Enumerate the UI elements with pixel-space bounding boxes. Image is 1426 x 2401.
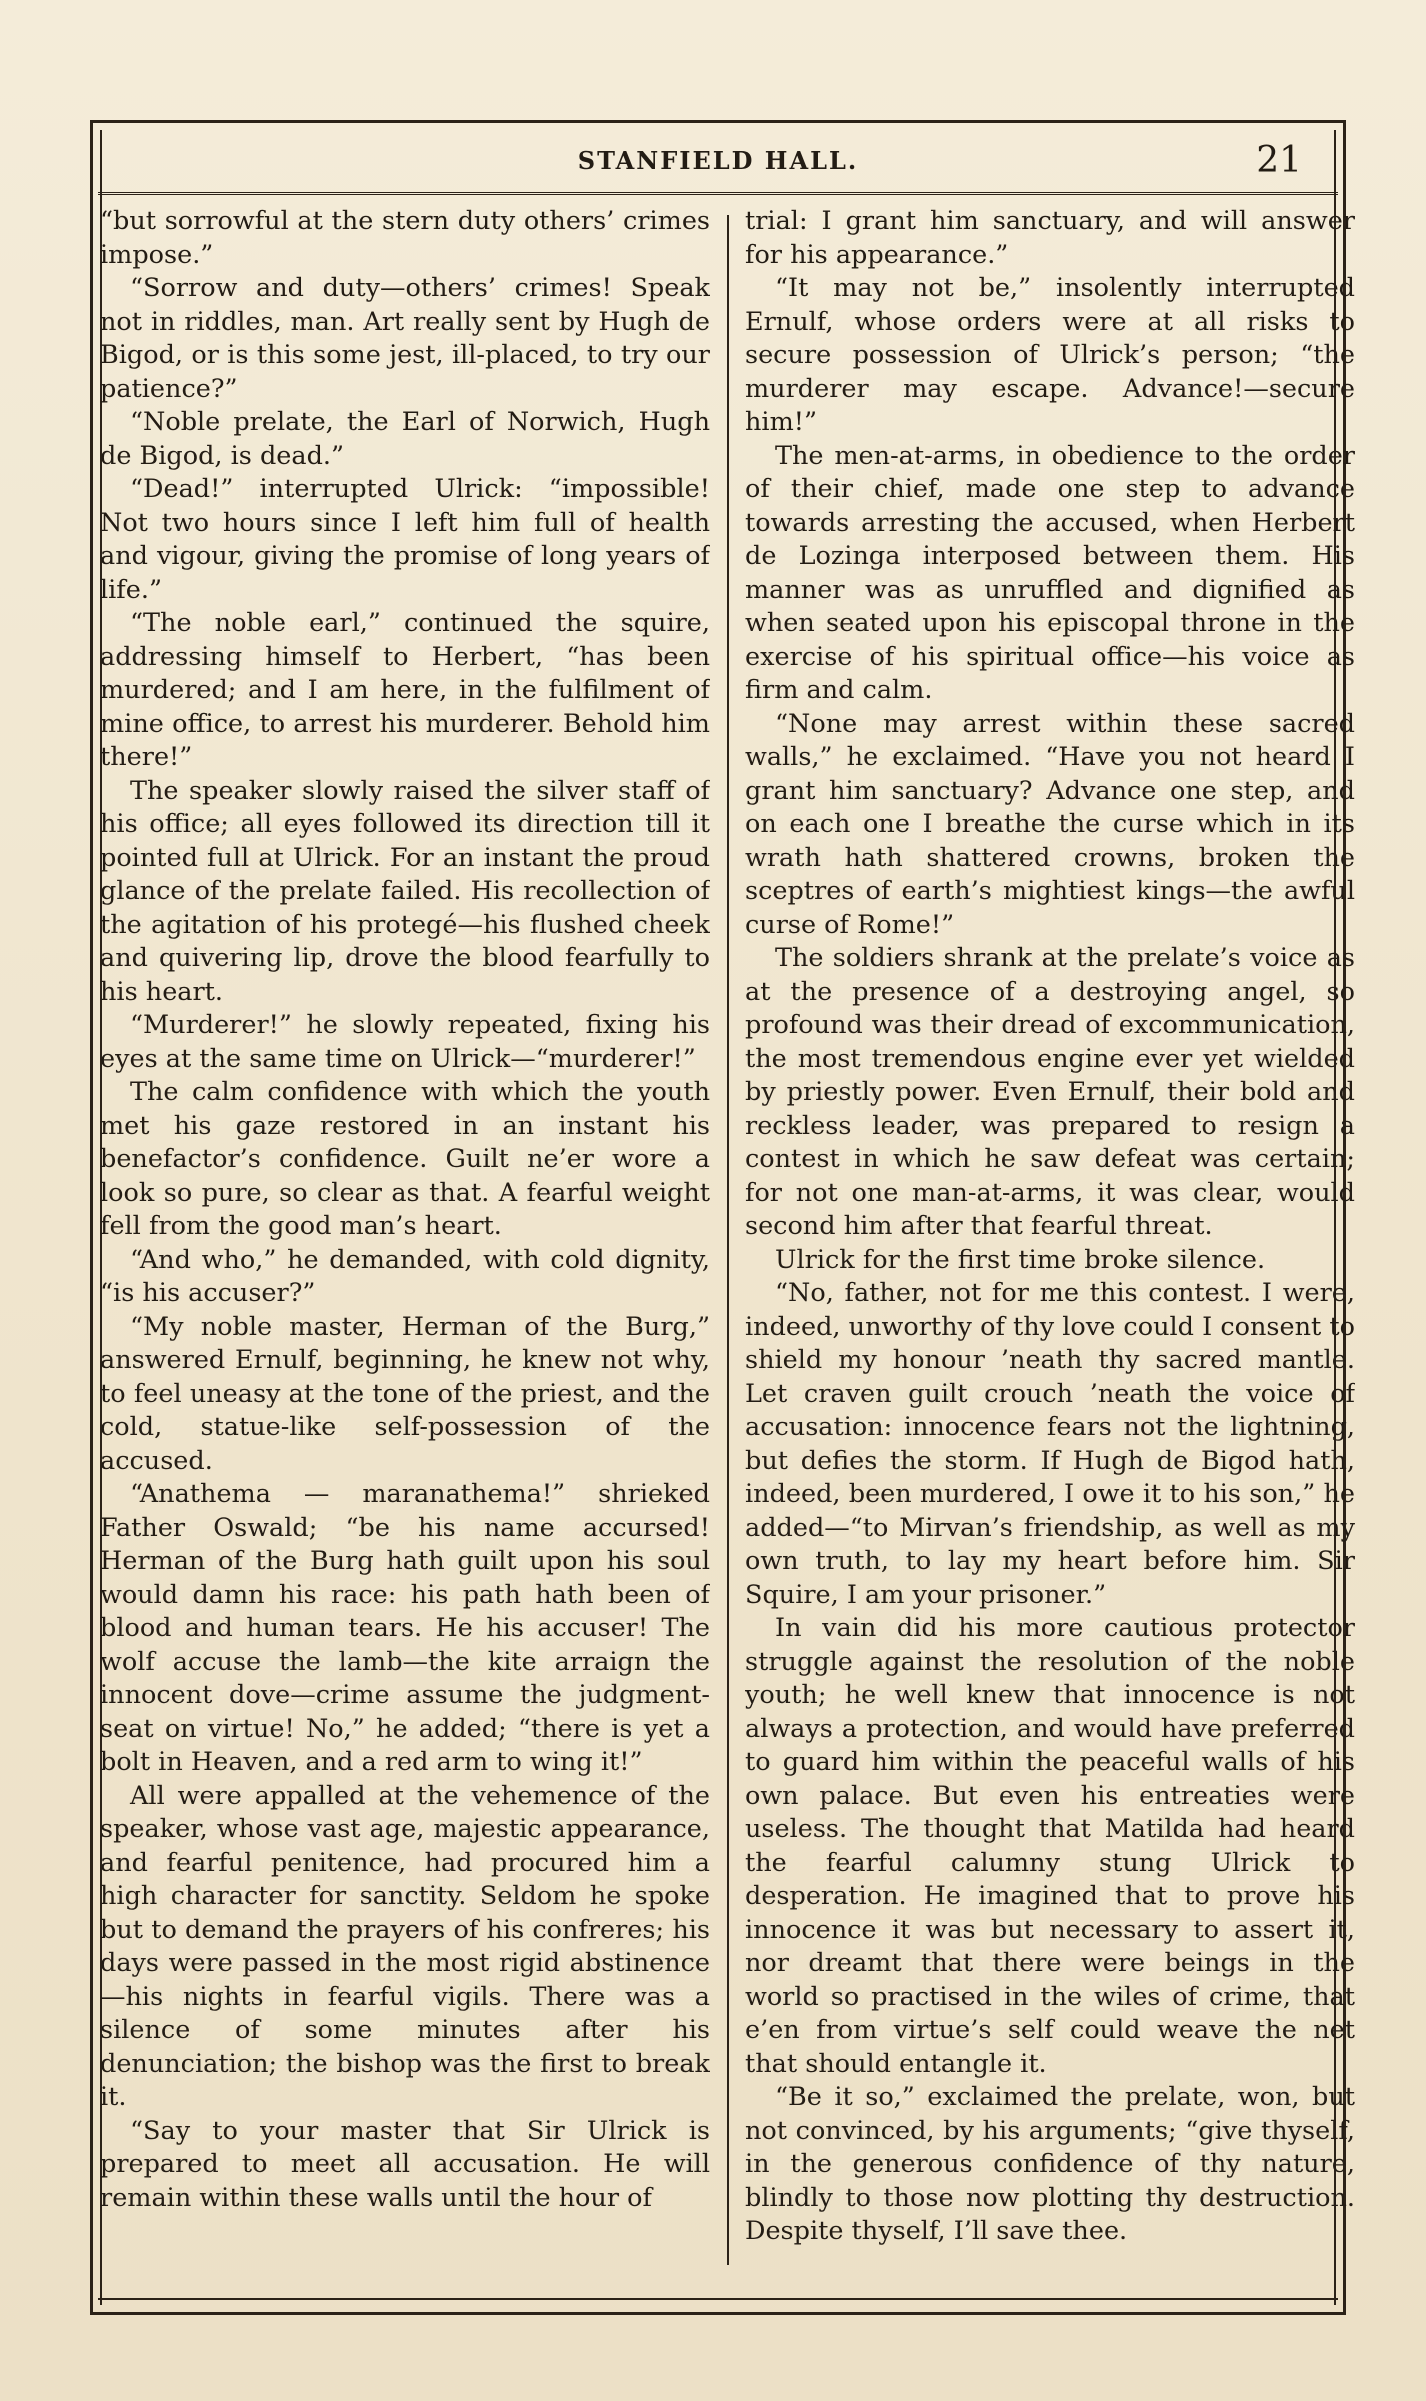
page-header [100, 140, 1336, 190]
paragraph: All were appalled at the vehemence of the speaker, whose vast age, majestic appearance, and fearful penitence, had procured him a high character for sanctity. Seldom he spoke but to demand the prayers of his confreres; his days were passed in the most rigid abstinence—his nights in fearful vigils. There was a silence of some minutes after his denunciation; the bishop was the first to break it. [100, 1780, 710, 2112]
paragraph: “The noble earl,” continued the squire, addressing himself to Herbert, “has been murdered; and I am here, in the fulfilment of mine office, to arrest his murderer. Behold him there!” [100, 608, 710, 772]
paragraph: “Be it so,” exclaimed the prelate, won, but not convinced, by his arguments; “give thyself, in the generous confidence of thy nature, blindly to those now plotting thy destruction. Despite thyself, I’ll save thee. [745, 2082, 1355, 2246]
paragraph: The calm confidence with which the youth met his gaze restored in an instant his benefactor’s confidence. Guilt ne’er wore a look so pure, so clear as that. A fearful weight fell from the good man’s heart. [100, 1077, 710, 1241]
paragraph: The men-at-arms, in obedience to the order of their chief, made one step to advance towards arresting the accused, when Herbert de Lozinga interposed between them. His manner was as unruffled and dignified as when seated upon his episcopal throne in the exercise of his spiritual office—his voice as firm and calm. [745, 440, 1355, 705]
paragraph: “And who,” he demanded, with cold dignity, “is his accuser?” [100, 1244, 710, 1308]
paragraph: “My noble master, Herman of the Burg,” answered Ernulf, beginning, he knew not why, to feel uneasy at the tone of the priest, and the cold, statue-like self-possession of the accused. [100, 1311, 710, 1476]
paragraph: The speaker slowly raised the silver staff of his office; all eyes followed its direction till it pointed full at Ulrick. For an instant the proud glance of the prelate failed. His recollection of the agitation of his protegé—his flushed cheek and quivering lip, drove the blood fearfully to his heart. [100, 775, 710, 1007]
paragraph: “It may not be,” insolently interrupted Ernulf, whose orders were at all risks to secure possession of Ulrick’s person; “the murderer may escape. Advance!—secure him!” [745, 273, 1355, 437]
paragraph: “No, father, not for me this contest. I were, indeed, unworthy of thy love could I consent to shield my honour ’neath thy sacred mantle. Let craven guilt crouch ’neath the voice of accusation: innocence fears not the lightning, but defies the storm. If Hugh de Bigod hath, indeed, been murdered, I owe it to his son,” he added—“to Mirvan’s friendship, as well as my own truth, to lay my heart before him. Sir Squire, I am your prisoner.” [745, 1278, 1355, 1610]
paragraph: “but sorrowful at the stern duty others’ crimes impose.” [100, 206, 710, 270]
column-divider [727, 215, 729, 2265]
paragraph: Ulrick for the first time broke silence. [775, 1244, 1266, 1275]
footer-rule [98, 2298, 1338, 2300]
paragraph: In vain did his more cautious protector struggle against the resolution of the noble youth; he well knew that innocence is not always a protection, and would have preferred to guard him within the peaceful walls of his own palace. But even his entreaties were useless. The thought that Matilda had heard the fearful calumny stung Ulrick to desperation. He imagined that to prove his innocence it was but necessary to assert it, nor dreamt that there were beings in the world so practised in the wiles of crime, that e’en from virtue’s self could weave the net that should entangle it. [745, 1613, 1355, 2079]
page-number: 21 [1256, 140, 1302, 181]
paragraph: “Say to your master that Sir Ulrick is prepared to meet all accusation. He will remain within these walls until the hour of [100, 2115, 710, 2213]
left-column [100, 205, 710, 2275]
paragraph: “Murderer!” he slowly repeated, fixing his eyes at the same time on Ulrick—“murderer!” [100, 1010, 710, 1074]
paragraph: “Anathema — maranathema!” shrieked Father Oswald; “be his name accursed! Herman of the Burg hath guilt upon his soul would damn his race: his path hath been of blood and human tears. He his accuser! The wolf accuse the lamb—the kite arraign the innocent dove—crime assume the judgment-seat on virtue! No,” he added; “there is yet a bolt in Heaven, and a red arm to wing it!” [100, 1479, 710, 1777]
running-title: STANFIELD HALL. [577, 146, 859, 175]
paragraph: “Dead!” interrupted Ulrick: “impossible! Not two hours since I left him full of health and vigour, giving the promise of long years of life.” [100, 474, 710, 605]
right-column [745, 205, 1355, 2275]
paragraph: The soldiers shrank at the prelate’s voice as at the presence of a destroying angel, so profound was their dread of excommunication, the most tremendous engine ever yet wielded by priestly power. Even Ernulf, their bold and reckless leader, was prepared to resign a contest in which he saw defeat was certain; for not one man-at-arms, it was clear, would second him after that fearful threat. [745, 943, 1355, 1241]
header-rule [98, 192, 1338, 195]
paragraph: “Noble prelate, the Earl of Norwich, Hugh de Bigod, is dead.” [100, 407, 710, 471]
paragraph: “None may arrest within these sacred walls,” he exclaimed. “Have you not heard I grant him sanctuary? Advance one step, and on each one I breathe the curse which in its wrath hath shattered crowns, broken the sceptres of earth’s mightiest kings—the awful curse of Rome!” [745, 708, 1355, 940]
paragraph: trial: I grant him sanctuary, and will answer for his appearance.” [745, 206, 1355, 270]
paragraph: “Sorrow and duty—others’ crimes! Speak not in riddles, man. Art really sent by Hugh de Bigod, or is this some jest, ill-placed, to try our patience?” [100, 273, 710, 404]
